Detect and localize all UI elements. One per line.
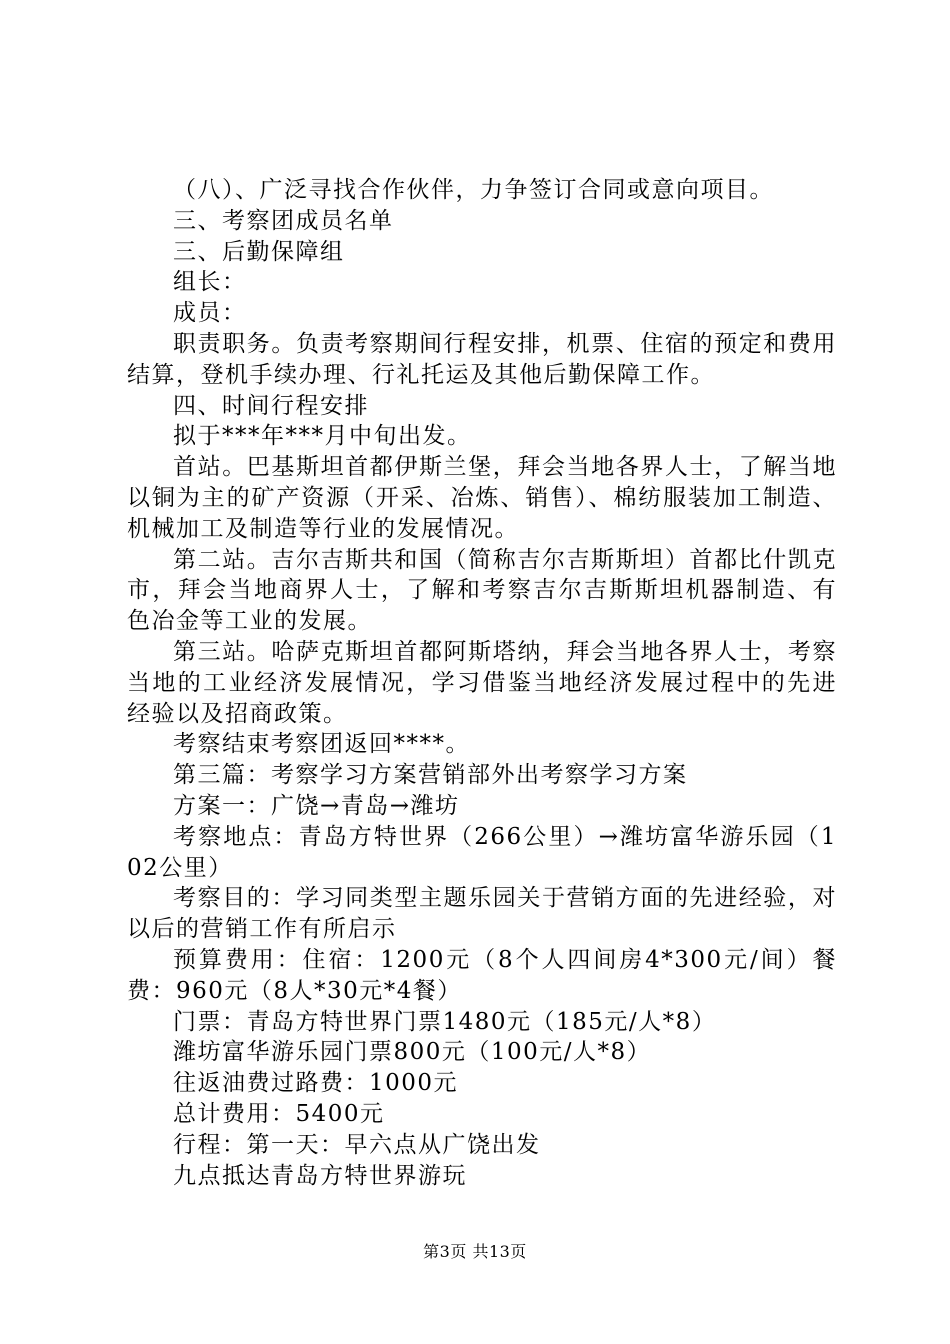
heading-logistics-group: 三、后勤保障组 xyxy=(173,238,345,265)
heading-member-list: 三、考察团成员名单 xyxy=(173,207,394,234)
paragraph-total-cost: 总计费用：5400元 xyxy=(173,1100,385,1127)
paragraph-second-stop: 第二站。吉尔吉斯共和国（简称吉尔吉斯斯坦）首都比什凯克市，拜会当地商界人士，了解和考察吉尔吉斯斯坦机器制造、有色冶金等工业的发展。 xyxy=(127,546,837,635)
paragraph-tickets-weifang: 潍坊富华游乐园门票800元（100元/人*8） xyxy=(173,1039,652,1066)
paragraph-third-stop: 第三站。哈萨克斯坦首都阿斯塔纳，拜会当地各界人士，考察当地的工业经济发展情况，学习借鉴当地经济发展过程中的先进经验以及招商政策。 xyxy=(127,638,837,727)
paragraph-section-eight: （八）、广泛寻找合作伙伴，力争签订合同或意向项目。 xyxy=(173,177,774,203)
paragraph-itinerary-day-one: 行程：第一天：早六点从广饶出发 xyxy=(173,1131,541,1158)
heading-part-three: 第三篇：考察学习方案营销部外出考察学习方案 xyxy=(173,762,688,789)
paragraph-duties: 职责职务。负责考察期间行程安排，机票、住宿的预定和费用结算，登机手续办理、行礼托运及其他后勤保障工作。 xyxy=(127,330,837,388)
paragraph-group-leader: 组长： xyxy=(173,269,247,296)
paragraph-first-stop: 首站。巴基斯坦首都伊斯兰堡，拜会当地各界人士，了解当地以铜为主的矿产资源（开采、冶炼、销售）、棉纺服装加工制造、机械加工及制造等行业的发展情况。 xyxy=(127,454,837,542)
paragraph-tickets-qingdao: 门票：青岛方特世界门票1480元（185元/人*8） xyxy=(173,1008,717,1035)
paragraph-plan-one: 方案一：广饶→青岛→潍坊 xyxy=(173,792,460,819)
paragraph-departure: 拟于***年***月中旬出发。 xyxy=(173,423,472,450)
paragraph-return: 考察结束考察团返回****。 xyxy=(173,731,470,758)
page-number-footer: 第3页 共13页 xyxy=(423,1242,527,1261)
heading-schedule: 四、时间行程安排 xyxy=(173,392,369,419)
paragraph-budget: 预算费用：住宿：1200元（8个人四间房4*300元/间）餐费：960元（8人*30元*4餐） xyxy=(127,946,837,1004)
document-body xyxy=(127,175,837,1191)
paragraph-arrival-qingdao: 九点抵达青岛方特世界游玩 xyxy=(173,1162,467,1189)
paragraph-purpose: 考察目的：学习同类型主题乐园关于营销方面的先进经验，对以后的营销工作有所启示 xyxy=(127,885,837,943)
paragraph-fuel-tolls: 往返油费过路费：1000元 xyxy=(173,1070,459,1097)
paragraph-members: 成员： xyxy=(173,300,247,327)
paragraph-locations: 考察地点：青岛方特世界（266公里）→潍坊富华游乐园（102公里） xyxy=(127,823,837,881)
